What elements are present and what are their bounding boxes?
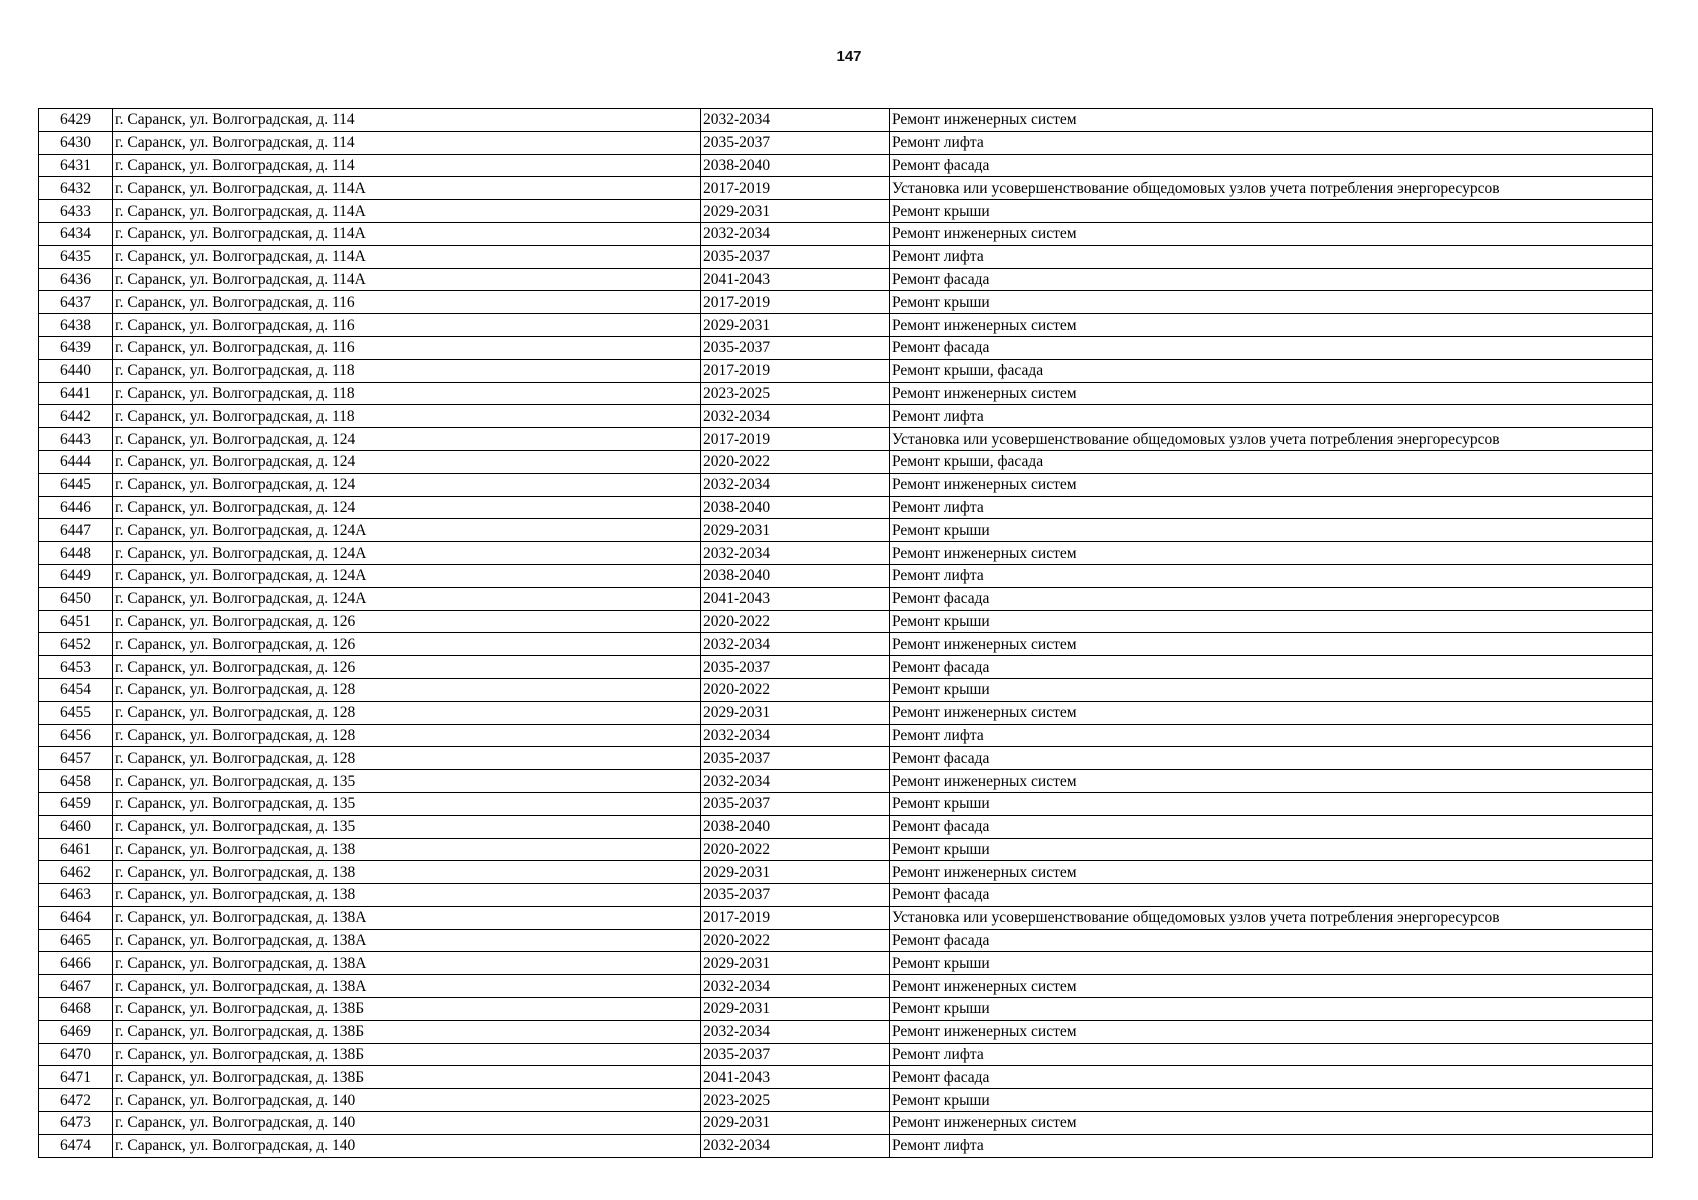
table-row: [39, 1112, 1653, 1135]
work-type-cell: Ремонт инженерных систем: [890, 633, 1653, 656]
work-type-cell: Ремонт лифта: [890, 564, 1653, 587]
table-row: [39, 542, 1653, 565]
row-number-cell: 6472: [39, 1089, 113, 1112]
work-type-cell: Ремонт крыши: [890, 838, 1653, 861]
table-row: [39, 1134, 1653, 1157]
row-number-cell: 6438: [39, 314, 113, 337]
table-row: [39, 109, 1653, 132]
period-cell: 2032-2034: [701, 109, 890, 132]
period-cell: 2017-2019: [701, 291, 890, 314]
table-row: [39, 906, 1653, 929]
row-number-cell: 6430: [39, 131, 113, 154]
work-type-cell: Ремонт крыши: [890, 678, 1653, 701]
table-row: [39, 245, 1653, 268]
table-row: [39, 519, 1653, 542]
work-type-cell: Ремонт инженерных систем: [890, 473, 1653, 496]
period-cell: 2020-2022: [701, 678, 890, 701]
table-row: [39, 268, 1653, 291]
address-cell: г. Саранск, ул. Волгоградская, д. 135: [113, 815, 701, 838]
row-number-cell: 6464: [39, 906, 113, 929]
work-type-cell: Ремонт фасада: [890, 154, 1653, 177]
address-cell: г. Саранск, ул. Волгоградская, д. 124А: [113, 564, 701, 587]
table-row: [39, 838, 1653, 861]
work-type-cell: Ремонт инженерных систем: [890, 222, 1653, 245]
period-cell: 2041-2043: [701, 587, 890, 610]
period-cell: 2035-2037: [701, 747, 890, 770]
work-type-cell: Ремонт крыши: [890, 998, 1653, 1021]
table-row: [39, 678, 1653, 701]
row-number-cell: 6457: [39, 747, 113, 770]
work-type-cell: Ремонт фасада: [890, 747, 1653, 770]
work-type-cell: Ремонт фасада: [890, 656, 1653, 679]
work-type-cell: Ремонт инженерных систем: [890, 861, 1653, 884]
address-cell: г. Саранск, ул. Волгоградская, д. 138А: [113, 952, 701, 975]
row-number-cell: 6434: [39, 222, 113, 245]
period-cell: 2020-2022: [701, 610, 890, 633]
row-number-cell: 6429: [39, 109, 113, 132]
table-row: [39, 314, 1653, 337]
table-row: [39, 792, 1653, 815]
address-cell: г. Саранск, ул. Волгоградская, д. 140: [113, 1112, 701, 1135]
work-type-cell: Ремонт крыши: [890, 792, 1653, 815]
work-type-cell: Ремонт фасада: [890, 268, 1653, 291]
table-row: [39, 359, 1653, 382]
period-cell: 2032-2034: [701, 222, 890, 245]
work-type-cell: Ремонт лифта: [890, 496, 1653, 519]
row-number-cell: 6437: [39, 291, 113, 314]
period-cell: 2017-2019: [701, 428, 890, 451]
work-type-cell: Ремонт лифта: [890, 724, 1653, 747]
period-cell: 2035-2037: [701, 884, 890, 907]
work-type-cell: Ремонт инженерных систем: [890, 975, 1653, 998]
address-cell: г. Саранск, ул. Волгоградская, д. 140: [113, 1089, 701, 1112]
address-cell: г. Саранск, ул. Волгоградская, д. 124: [113, 473, 701, 496]
row-number-cell: 6468: [39, 998, 113, 1021]
table-row: [39, 1066, 1653, 1089]
row-number-cell: 6439: [39, 336, 113, 359]
work-type-cell: Ремонт крыши: [890, 291, 1653, 314]
row-number-cell: 6471: [39, 1066, 113, 1089]
row-number-cell: 6470: [39, 1043, 113, 1066]
period-cell: 2035-2037: [701, 656, 890, 679]
period-cell: 2035-2037: [701, 245, 890, 268]
period-cell: 2020-2022: [701, 450, 890, 473]
period-cell: 2035-2037: [701, 1043, 890, 1066]
work-type-cell: Ремонт крыши: [890, 519, 1653, 542]
address-cell: г. Саранск, ул. Волгоградская, д. 124: [113, 428, 701, 451]
address-cell: г. Саранск, ул. Волгоградская, д. 138А: [113, 975, 701, 998]
row-number-cell: 6454: [39, 678, 113, 701]
table-row: [39, 929, 1653, 952]
work-type-cell: Ремонт инженерных систем: [890, 542, 1653, 565]
address-cell: г. Саранск, ул. Волгоградская, д. 114А: [113, 200, 701, 223]
period-cell: 2041-2043: [701, 268, 890, 291]
address-cell: г. Саранск, ул. Волгоградская, д. 138: [113, 838, 701, 861]
period-cell: 2032-2034: [701, 405, 890, 428]
address-cell: г. Саранск, ул. Волгоградская, д. 114А: [113, 177, 701, 200]
row-number-cell: 6465: [39, 929, 113, 952]
row-number-cell: 6431: [39, 154, 113, 177]
address-cell: г. Саранск, ул. Волгоградская, д. 138А: [113, 929, 701, 952]
table-row: [39, 975, 1653, 998]
table-row: [39, 428, 1653, 451]
row-number-cell: 6447: [39, 519, 113, 542]
row-number-cell: 6440: [39, 359, 113, 382]
work-type-cell: Ремонт лифта: [890, 1134, 1653, 1157]
period-cell: 2032-2034: [701, 724, 890, 747]
period-cell: 2029-2031: [701, 952, 890, 975]
table-row: [39, 998, 1653, 1021]
table-row: [39, 610, 1653, 633]
period-cell: 2029-2031: [701, 519, 890, 542]
table-row: [39, 884, 1653, 907]
table-row: [39, 747, 1653, 770]
period-cell: 2041-2043: [701, 1066, 890, 1089]
table-row: [39, 291, 1653, 314]
row-number-cell: 6453: [39, 656, 113, 679]
row-number-cell: 6448: [39, 542, 113, 565]
row-number-cell: 6460: [39, 815, 113, 838]
address-cell: г. Саранск, ул. Волгоградская, д. 126: [113, 656, 701, 679]
period-cell: 2020-2022: [701, 838, 890, 861]
period-cell: 2029-2031: [701, 701, 890, 724]
table-row: [39, 770, 1653, 793]
address-cell: г. Саранск, ул. Волгоградская, д. 124А: [113, 542, 701, 565]
address-cell: г. Саранск, ул. Волгоградская, д. 118: [113, 405, 701, 428]
work-type-cell: Ремонт фасада: [890, 929, 1653, 952]
table-row: [39, 131, 1653, 154]
repair-schedule-table-wrap: [38, 108, 1653, 1158]
period-cell: 2032-2034: [701, 770, 890, 793]
address-cell: г. Саранск, ул. Волгоградская, д. 114: [113, 131, 701, 154]
address-cell: г. Саранск, ул. Волгоградская, д. 126: [113, 610, 701, 633]
work-type-cell: Ремонт лифта: [890, 245, 1653, 268]
address-cell: г. Саранск, ул. Волгоградская, д. 128: [113, 678, 701, 701]
work-type-cell: Ремонт крыши: [890, 952, 1653, 975]
address-cell: г. Саранск, ул. Волгоградская, д. 138: [113, 861, 701, 884]
table-row: [39, 1020, 1653, 1043]
work-type-cell: Ремонт инженерных систем: [890, 701, 1653, 724]
work-type-cell: Ремонт инженерных систем: [890, 1020, 1653, 1043]
address-cell: г. Саранск, ул. Волгоградская, д. 114: [113, 154, 701, 177]
address-cell: г. Саранск, ул. Волгоградская, д. 128: [113, 747, 701, 770]
row-number-cell: 6461: [39, 838, 113, 861]
work-type-cell: Ремонт фасада: [890, 336, 1653, 359]
row-number-cell: 6449: [39, 564, 113, 587]
row-number-cell: 6456: [39, 724, 113, 747]
table-row: [39, 450, 1653, 473]
address-cell: г. Саранск, ул. Волгоградская, д. 114А: [113, 268, 701, 291]
row-number-cell: 6459: [39, 792, 113, 815]
period-cell: 2032-2034: [701, 542, 890, 565]
work-type-cell: Ремонт лифта: [890, 1043, 1653, 1066]
work-type-cell: Ремонт инженерных систем: [890, 314, 1653, 337]
row-number-cell: 6455: [39, 701, 113, 724]
table-row: [39, 952, 1653, 975]
address-cell: г. Саранск, ул. Волгоградская, д. 138: [113, 884, 701, 907]
work-type-cell: Ремонт инженерных систем: [890, 770, 1653, 793]
address-cell: г. Саранск, ул. Волгоградская, д. 138Б: [113, 1020, 701, 1043]
table-row: [39, 200, 1653, 223]
period-cell: 2038-2040: [701, 564, 890, 587]
address-cell: г. Саранск, ул. Волгоградская, д. 138Б: [113, 998, 701, 1021]
address-cell: г. Саранск, ул. Волгоградская, д. 116: [113, 314, 701, 337]
table-row: [39, 564, 1653, 587]
period-cell: 2032-2034: [701, 975, 890, 998]
address-cell: г. Саранск, ул. Волгоградская, д. 114А: [113, 245, 701, 268]
row-number-cell: 6444: [39, 450, 113, 473]
address-cell: г. Саранск, ул. Волгоградская, д. 140: [113, 1134, 701, 1157]
row-number-cell: 6458: [39, 770, 113, 793]
work-type-cell: Ремонт крыши: [890, 1089, 1653, 1112]
work-type-cell: Ремонт фасада: [890, 815, 1653, 838]
period-cell: 2017-2019: [701, 906, 890, 929]
row-number-cell: 6466: [39, 952, 113, 975]
period-cell: 2029-2031: [701, 314, 890, 337]
row-number-cell: 6435: [39, 245, 113, 268]
period-cell: 2029-2031: [701, 200, 890, 223]
row-number-cell: 6469: [39, 1020, 113, 1043]
work-type-cell: Ремонт фасада: [890, 884, 1653, 907]
row-number-cell: 6433: [39, 200, 113, 223]
work-type-cell: Ремонт инженерных систем: [890, 382, 1653, 405]
table-row: [39, 177, 1653, 200]
table-row: [39, 154, 1653, 177]
address-cell: г. Саранск, ул. Волгоградская, д. 138Б: [113, 1066, 701, 1089]
address-cell: г. Саранск, ул. Волгоградская, д. 135: [113, 770, 701, 793]
row-number-cell: 6452: [39, 633, 113, 656]
period-cell: 2029-2031: [701, 998, 890, 1021]
row-number-cell: 6462: [39, 861, 113, 884]
period-cell: 2032-2034: [701, 473, 890, 496]
page-number: 147: [836, 48, 862, 65]
period-cell: 2038-2040: [701, 154, 890, 177]
period-cell: 2032-2034: [701, 1020, 890, 1043]
address-cell: г. Саранск, ул. Волгоградская, д. 118: [113, 359, 701, 382]
table-row: [39, 222, 1653, 245]
period-cell: 2023-2025: [701, 1089, 890, 1112]
address-cell: г. Саранск, ул. Волгоградская, д. 124: [113, 496, 701, 519]
row-number-cell: 6432: [39, 177, 113, 200]
row-number-cell: 6450: [39, 587, 113, 610]
table-row: [39, 1089, 1653, 1112]
address-cell: г. Саранск, ул. Волгоградская, д. 128: [113, 724, 701, 747]
period-cell: 2017-2019: [701, 177, 890, 200]
row-number-cell: 6463: [39, 884, 113, 907]
period-cell: 2029-2031: [701, 1112, 890, 1135]
table-row: [39, 633, 1653, 656]
address-cell: г. Саранск, ул. Волгоградская, д. 138А: [113, 906, 701, 929]
table-row: [39, 405, 1653, 428]
work-type-cell: Ремонт инженерных систем: [890, 109, 1653, 132]
work-type-cell: Ремонт крыши, фасада: [890, 359, 1653, 382]
work-type-cell: Установка или усовершенствование общедомовых узлов учета потребления энергоресурсов: [890, 906, 1653, 929]
address-cell: г. Саранск, ул. Волгоградская, д. 135: [113, 792, 701, 815]
period-cell: 2035-2037: [701, 336, 890, 359]
row-number-cell: 6441: [39, 382, 113, 405]
address-cell: г. Саранск, ул. Волгоградская, д. 116: [113, 336, 701, 359]
work-type-cell: Ремонт крыши: [890, 610, 1653, 633]
address-cell: г. Саранск, ул. Волгоградская, д. 124А: [113, 587, 701, 610]
address-cell: г. Саранск, ул. Волгоградская, д. 126: [113, 633, 701, 656]
table-row: [39, 861, 1653, 884]
address-cell: г. Саранск, ул. Волгоградская, д. 128: [113, 701, 701, 724]
address-cell: г. Саранск, ул. Волгоградская, д. 124А: [113, 519, 701, 542]
period-cell: 2020-2022: [701, 929, 890, 952]
period-cell: 2035-2037: [701, 792, 890, 815]
period-cell: 2032-2034: [701, 1134, 890, 1157]
period-cell: 2029-2031: [701, 861, 890, 884]
address-cell: г. Саранск, ул. Волгоградская, д. 114: [113, 109, 701, 132]
work-type-cell: Ремонт лифта: [890, 405, 1653, 428]
address-cell: г. Саранск, ул. Волгоградская, д. 114А: [113, 222, 701, 245]
table-row: [39, 701, 1653, 724]
period-cell: 2017-2019: [701, 359, 890, 382]
repair-schedule-table: [38, 108, 1653, 1158]
address-cell: г. Саранск, ул. Волгоградская, д. 124: [113, 450, 701, 473]
table-row: [39, 1043, 1653, 1066]
work-type-cell: Установка или усовершенствование общедомовых узлов учета потребления энергоресурсов: [890, 428, 1653, 451]
row-number-cell: 6446: [39, 496, 113, 519]
row-number-cell: 6436: [39, 268, 113, 291]
address-cell: г. Саранск, ул. Волгоградская, д. 116: [113, 291, 701, 314]
table-row: [39, 587, 1653, 610]
work-type-cell: Ремонт лифта: [890, 131, 1653, 154]
row-number-cell: 6467: [39, 975, 113, 998]
row-number-cell: 6473: [39, 1112, 113, 1135]
work-type-cell: Ремонт инженерных систем: [890, 1112, 1653, 1135]
row-number-cell: 6445: [39, 473, 113, 496]
work-type-cell: Ремонт крыши, фасада: [890, 450, 1653, 473]
address-cell: г. Саранск, ул. Волгоградская, д. 118: [113, 382, 701, 405]
table-row: [39, 815, 1653, 838]
table-row: [39, 336, 1653, 359]
table-row: [39, 724, 1653, 747]
work-type-cell: Установка или усовершенствование общедомовых узлов учета потребления энергоресурсов: [890, 177, 1653, 200]
table-row: [39, 473, 1653, 496]
work-type-cell: Ремонт фасада: [890, 1066, 1653, 1089]
work-type-cell: Ремонт фасада: [890, 587, 1653, 610]
table-row: [39, 382, 1653, 405]
work-type-cell: Ремонт крыши: [890, 200, 1653, 223]
table-row: [39, 656, 1653, 679]
period-cell: 2038-2040: [701, 496, 890, 519]
row-number-cell: 6474: [39, 1134, 113, 1157]
address-cell: г. Саранск, ул. Волгоградская, д. 138Б: [113, 1043, 701, 1066]
row-number-cell: 6443: [39, 428, 113, 451]
row-number-cell: 6442: [39, 405, 113, 428]
period-cell: 2032-2034: [701, 633, 890, 656]
table-body: [39, 109, 1653, 1158]
table-row: [39, 496, 1653, 519]
period-cell: 2023-2025: [701, 382, 890, 405]
period-cell: 2035-2037: [701, 131, 890, 154]
period-cell: 2038-2040: [701, 815, 890, 838]
row-number-cell: 6451: [39, 610, 113, 633]
